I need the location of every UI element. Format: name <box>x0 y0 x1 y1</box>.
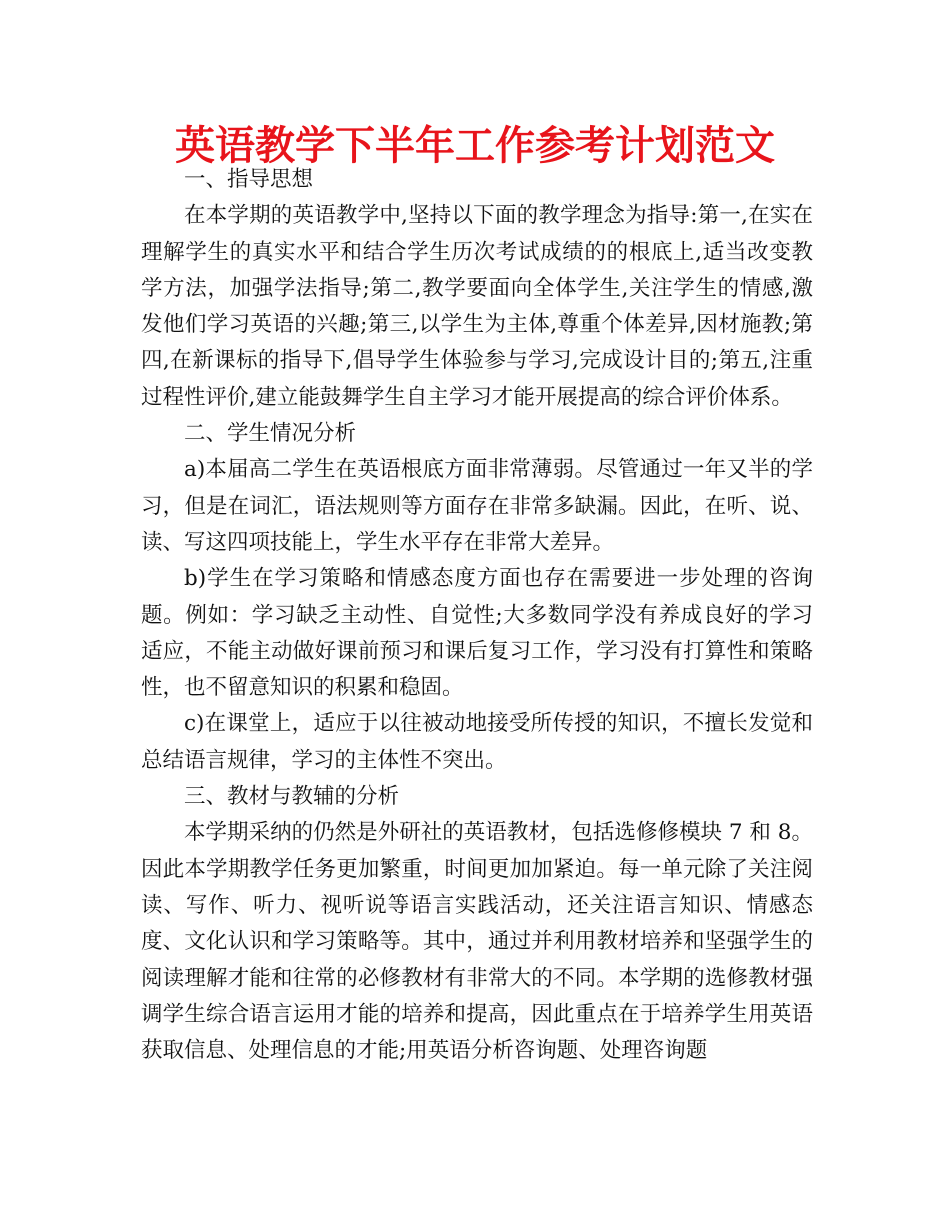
section-heading-guiding-ideology: 一、指导思想 <box>184 167 314 192</box>
paragraph-student-analysis-b: b)学生在学习策略和情感态度方面也存在需要进一步处理的咨询题。例如：学习缺乏主动性、自觉性;大多数同学没有养成良好的学习适应，不能主动做好课前预习和课后复习工作，学习没有打算性和策略性，也不留意知识的积累和稳固。 <box>141 566 813 701</box>
document-title: 英语教学下半年工作参考计划范文 <box>175 123 775 169</box>
section-heading-textbook-analysis: 三、教材与教辅的分析 <box>184 784 400 810</box>
paragraph-textbook-analysis: 本学期采纳的仍然是外研社的英语教材，包括选修修模块 7 和 8。因此本学期教学任务更加繁重，时间更加加紧迫。每一单元除了关注阅读、写作、听力、视听说等语言实践活动，还关注语言知识、情感态度、文化认识和学习策略等。其中，通过并利用教材培养和坚强学生的阅读理解才能和往常的必修教材有非常大的不同。本学期的选修教材强调学生综合语言运用才能的培养和提高，因此重点在于培养学生用英语获取信息、处理信息的才能;用英语分析咨询题、处理咨询题 <box>141 820 813 1064</box>
paragraph-guiding-ideology: 在本学期的英语教学中,坚持以下面的教学理念为指导:第一,在实在理解学生的真实水平和结合学生历次考试成绩的的根底上,适当改变教学方法，加强学法指导;第二,教学要面向全体学生,关注学生的情感,激发他们学习英语的兴趣;第三,以学生为主体,尊重个体差异,因材施教;第四,在新课标的指导下,倡导学生体验参与学习,完成设计目的;第五,注重过程性评价,建立能鼓舞学生自主学习才能开展提高的综合评价体系。 <box>141 203 813 410</box>
section-heading-student-analysis: 二、学生情况分析 <box>184 421 357 447</box>
paragraph-student-analysis-c: c)在课堂上，适应于以往被动地接受所传授的知识，不擅长发觉和总结语言规律，学习的主体性不突出。 <box>141 711 813 773</box>
paragraph-student-analysis-a: a)本届高二学生在英语根底方面非常薄弱。尽管通过一年又半的学习，但是在词汇，语法规则等方面存在非常多缺漏。因此，在听、说、读、写这四项技能上，学生水平存在非常大差异。 <box>141 457 813 555</box>
document-body <box>141 162 813 1069</box>
